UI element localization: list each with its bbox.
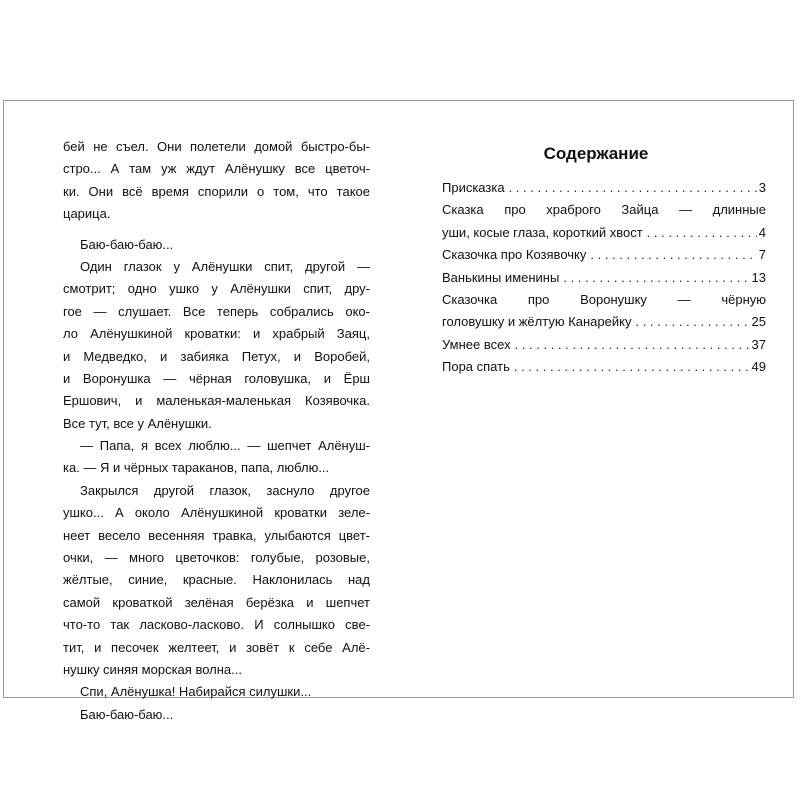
toc-entry-title-line1: Сказочка про Воронушку — чёрную: [442, 291, 766, 307]
story-text: [63, 136, 370, 726]
text-line: Все тут, все у Алёнушки.: [63, 415, 212, 431]
text-line: тит, и песочек желтеет, и зовёт к себе Алё-: [63, 639, 370, 655]
text-line: смотрит; одно ушко у Алёнушки спит, дру-: [63, 281, 370, 297]
toc-entry[interactable]: [442, 334, 766, 356]
table-of-contents: [442, 177, 766, 379]
toc-leader-dots: [647, 222, 757, 244]
toc-page-number: 7: [758, 247, 766, 263]
text-line: стро... А там уж ждут Алёнушку все цветоч-: [63, 161, 370, 177]
text-line: ка. — Я и чёрных тараканов, папа, люблю...: [63, 460, 330, 476]
text-line: Один глазок у Алёнушки спит, другой —: [80, 258, 370, 274]
toc-entry[interactable]: [442, 356, 766, 378]
text-line: бей не съел. Они полетели домой быстро-бы-: [63, 139, 370, 154]
toc-entry[interactable]: [442, 199, 766, 244]
text-line: царица.: [63, 206, 111, 222]
text-line: ло Алёнушкиной кроватки: и храбрый Заяц,: [63, 326, 370, 342]
toc-leader-dots: [514, 356, 750, 378]
toc-entry[interactable]: [442, 177, 766, 199]
toc-entry-title: Присказка: [442, 180, 505, 195]
text-line: Спи, Алёнушка! Набирайся силушки...: [80, 684, 312, 700]
text-line: — Папа, я всех люблю... — шепчет Алёнуш-: [80, 438, 370, 454]
text-line: ушко... А около Алёнушкиной кроватки зеле-: [63, 505, 370, 521]
toc-entry-title: уши, косые глаза, короткий хвост: [442, 224, 643, 240]
toc-leader-dots: [635, 311, 749, 333]
toc-page-number: 49: [751, 359, 766, 375]
toc-entry-title: головушку и жёлтую Канарейку: [442, 314, 632, 330]
toc-page-number: 13: [751, 269, 766, 285]
text-line: гое — слушает. Все теперь собрались око-: [63, 303, 370, 319]
toc-entry-title: Умнее всех: [442, 336, 511, 352]
left-page: [4, 101, 399, 722]
toc-leader-dots: [509, 177, 757, 199]
toc-page-number: 25: [751, 314, 766, 330]
book-spread: [3, 100, 794, 722]
toc-leader-dots: [515, 334, 750, 356]
text-line: ки. Они всё время спорили о том, что такое: [63, 183, 370, 199]
toc-entry[interactable]: [442, 289, 766, 334]
toc-page-number: 4: [758, 224, 766, 240]
text-line: жёлтые, синие, красные. Наклонилась над: [63, 572, 370, 588]
text-line: Закрылся другой глазок, заснуло другое: [80, 482, 370, 498]
text-line: самой кроваткой зелёная берёзка и шепчет: [63, 594, 370, 610]
toc-entry[interactable]: [442, 244, 766, 266]
text-line: и Медведко, и забияка Петух, и Воробей,: [63, 348, 370, 364]
text-line: и Воронушка — чёрная головушка, и Ёрш: [63, 370, 370, 386]
toc-entry-title: Сказочка про Козявочку: [442, 247, 587, 263]
text-line: нушку синяя морская волна...: [63, 661, 242, 677]
toc-page-number: 37: [751, 336, 766, 352]
toc-page-number: 3: [758, 180, 766, 195]
paragraph-gap: [63, 226, 370, 234]
text-line: очки, — много цветочков: голубые, розовые,: [63, 550, 370, 566]
text-line: неет весело весенняя травка, улыбаются цвет-: [63, 527, 370, 543]
right-page: [399, 101, 793, 697]
toc-entry-title: Ванькины именины: [442, 269, 560, 285]
text-line: Баю-баю-баю...: [80, 706, 174, 722]
text-line: что-то так ласково-ласково. И солнышко све-: [63, 617, 370, 633]
toc-entry[interactable]: [442, 267, 766, 289]
text-line: Ершович, и маленькая-маленькая Козявочка.: [63, 393, 370, 409]
toc-heading: Содержание: [543, 144, 649, 163]
toc-entry-title-line1: Сказка про храброго Зайца — длинные: [442, 202, 766, 218]
text-line: Баю-баю-баю...: [80, 236, 174, 252]
toc-entry-title: Пора спать: [442, 359, 510, 375]
toc-leader-dots: [590, 244, 756, 266]
toc-leader-dots: [563, 267, 749, 289]
